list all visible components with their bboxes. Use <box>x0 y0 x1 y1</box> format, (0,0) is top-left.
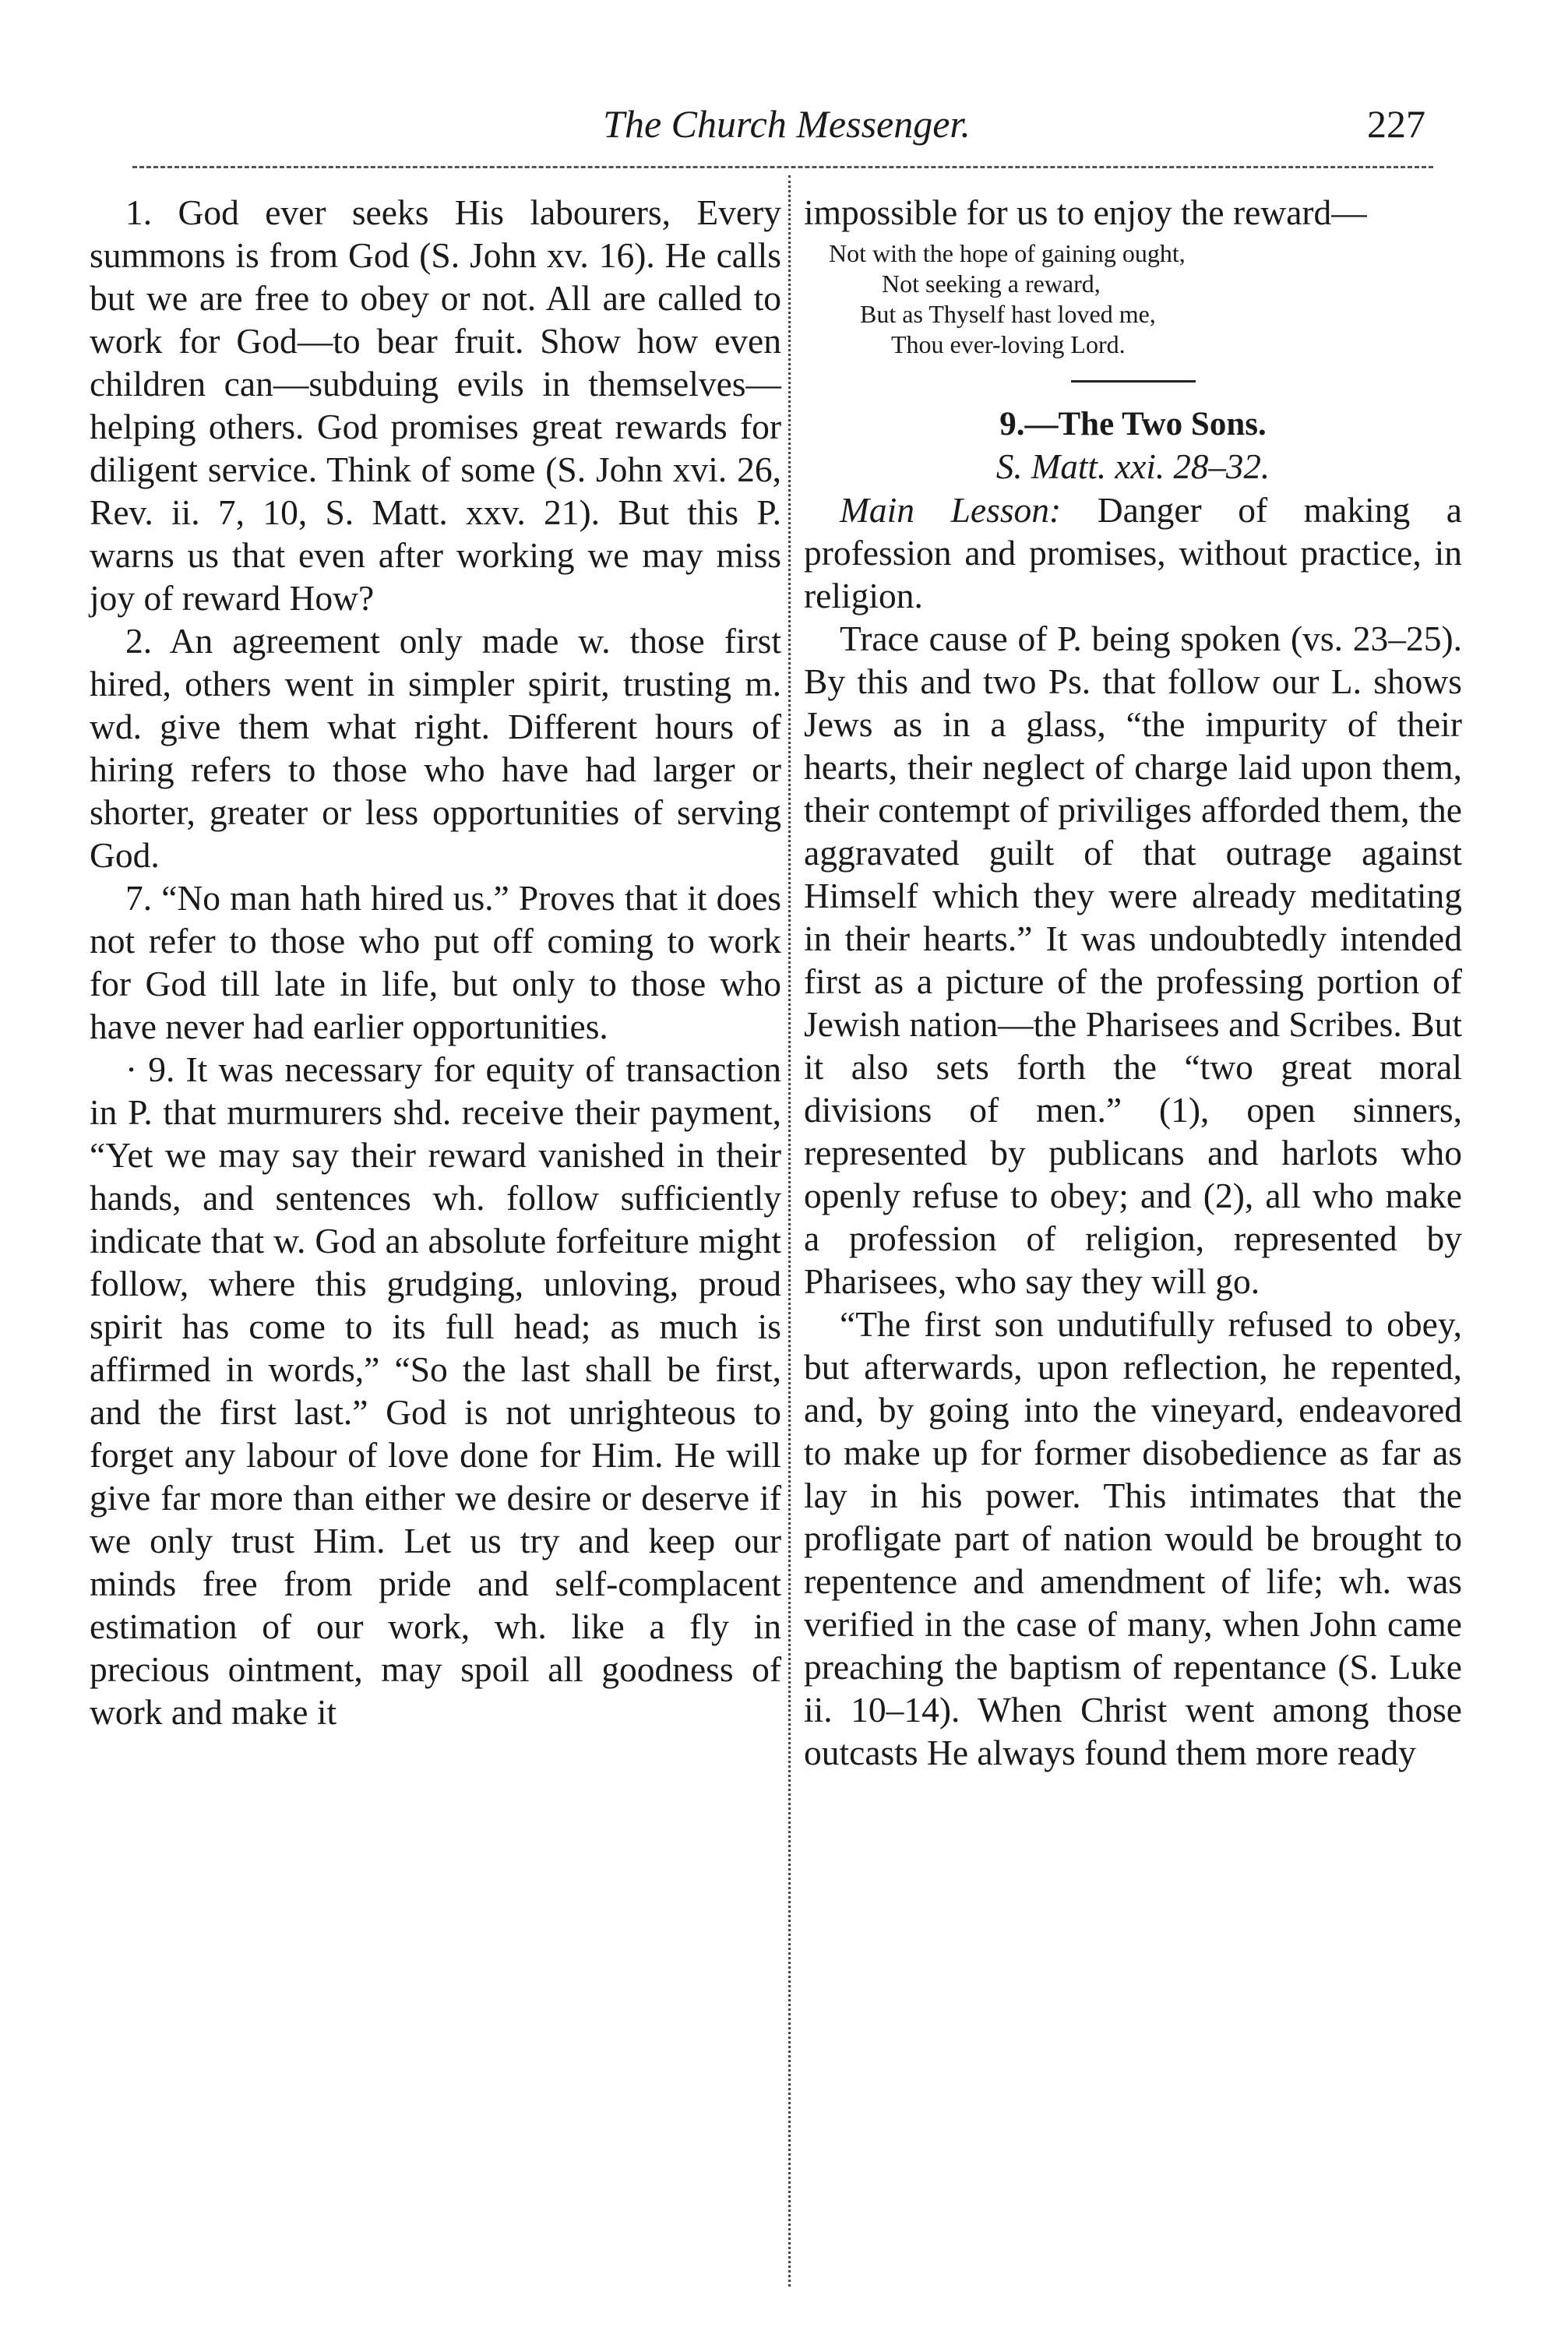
main-lesson-label: Main Lesson: <box>840 490 1062 530</box>
page-number: 227 <box>1367 102 1425 146</box>
verse-line: But as Thyself hast loved me, <box>860 300 1156 328</box>
header-rule <box>132 166 1433 168</box>
verse-quote <box>804 238 1462 360</box>
paragraph-seeks-labourers: 1. God ever seeks His labourers, Every summons is from God (S. John xv. 16). He calls but we are free to obey or not. All are called to work for God—to bear fruit. Show how even children can—subduing evils in themselves—helping others. God promises great rewards for diligent service. Think of some (S. John xvi. 26, Rev. ii. 7, 10, S. Matt. xxv. 21). But this P. warns us that even after working we may miss joy of reward How? <box>90 192 781 618</box>
main-lesson <box>804 488 1462 617</box>
verse-line: Not seeking a reward, <box>882 270 1101 298</box>
main-lesson-text: Danger of making a profession and promises, without practice, in religion. <box>804 490 1463 615</box>
right-column <box>804 191 1462 1774</box>
page-header <box>0 101 1568 164</box>
paragraph-trace-cause: Trace cause of P. being spoken (vs. 23–25). By this and two Ps. that follow our L. shows Jews as in a glass, “the impurity of their hearts, their neglect of charge laid upon them, their contempt of priviliges afforded them, the aggravated guilt of that outrage against Himself which they were already meditating in their hearts.” It was undoubtedly intended first as a picture of the professing portion of Jewish nation—the Pharisees and Scribes. But it also sets forth the “two great moral divisions of men.” (1), open sinners, represented by publicans and harlots who openly refuse to obey; and (2), all who make a profession of religion, represented by Pharisees, who say they will go. <box>804 619 1462 1301</box>
paragraph-reward-continued: impossible for us to enjoy the reward— <box>804 192 1367 232</box>
section-reference-text: S. Matt. xxi. 28–32. <box>995 447 1270 486</box>
section-reference <box>804 446 1462 488</box>
verse-line: Not with the hope of gaining ought, <box>829 239 1186 267</box>
paragraph-agreement: 2. An agreement only made w. those first hired, others went in simpler spirit, trusting m. wd. give them what right. Different hours of hiring refers to those who have had larger or shorter, greater or less opportunities of serving God. <box>90 621 781 875</box>
column-divider <box>788 175 791 2287</box>
verse-line: Thou ever-loving Lord. <box>891 330 1126 358</box>
paragraph-first-son: “The first son undutifully refused to obey, but afterwards, upon reflection, he repented, and, by going into the vineyard, endeavored to make up for former disobedience as far as lay in his power. This intimates that the profligate part of nation would be brought to repentence and amendment of life; wh. was verified in the case of many, when John came preaching the baptism of repentance (S. Luke ii. 10–14). When Christ went among those outcasts He always found them more ready <box>804 1304 1462 1772</box>
running-title: The Church Messenger. <box>603 102 971 146</box>
section-divider <box>1071 380 1196 383</box>
section-heading: 9.—The Two Sons. <box>999 406 1267 443</box>
left-column <box>90 191 781 1733</box>
paragraph-equity: · 9. It was necessary for equity of transaction in P. that murmurers shd. receive their payment, “Yet we may say their reward vanished in their hands, and sentences wh. follow sufficiently indicate that w. God an absolute forfeiture might follow, where this grudging, unloving, proud spirit has come to its full head; as much is affirmed in words,” “So the last shall be first, and the first last.” God is not unrighteous to forget any labour of love done for Him. He will give far more than either we desire or deserve if we only trust Him. Let us try and keep our minds free from pride and self-complacent estimation of our work, wh. like a fly in precious ointment, may spoil all goodness of work and make it <box>90 1049 781 1732</box>
paragraph-no-man-hired: 7. “No man hath hired us.” Proves that it does not refer to those who put off coming to work for God till late in life, but only to those who have never had earlier opportunities. <box>90 878 781 1046</box>
